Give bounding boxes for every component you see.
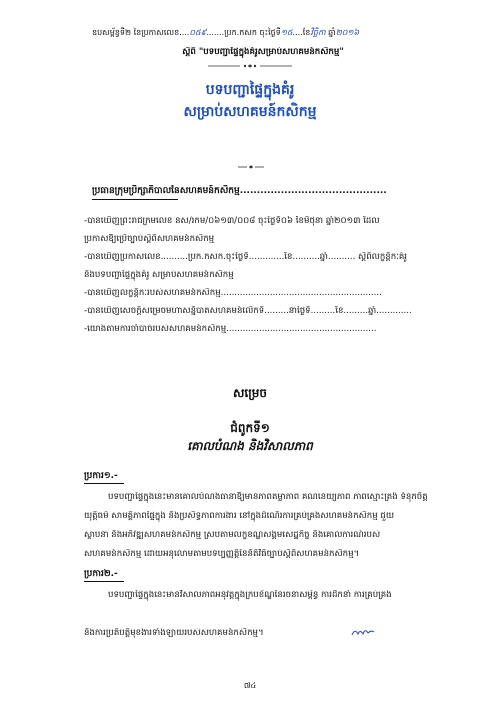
article-1-underline <box>84 483 124 484</box>
article-1-line-1: បទបញ្ជាផ្ទៃក្នុងនេះមានគោលបំណងធានាឱ្យមានភាពតម្លាភាព គណនេយ្យភាព ភាពស្មោះត្រង់ ទំនុកចិត្ត <box>108 492 428 502</box>
board-chair-label: ប្រធានក្រុមប្រឹក្សាភិបាលនៃសហគមន៍កសិកម្ម <box>92 186 240 196</box>
article-1-line-3: ស្ថាបនា និងអភិវឌ្ឍសហគមន៍កសិកម្ម ស្របតាមលក្ខខណ្ឌសង្គមសេដ្ឋកិច្ច និងគោលការណ៍របស់ <box>84 530 381 540</box>
preamble-line-3: -បានឃើញប្រកាសលេខ..........ប្រក.កសក.ចុះថ្ងៃទី.............ខែ..........ឆ្នាំ.......... ស្ដីពីលក្ខន្តិកៈគំរូ <box>84 252 408 262</box>
preamble-line-1: -បានឃើញព្រះរាជក្រមលេខ នស/រកម/០៦១៣/០០៨ ចុះថ្ងៃទី០៦ ខែមិថុនា ឆ្នាំ២០១៣ ដែល <box>84 216 380 226</box>
board-chair-dots: ........................................... <box>239 186 387 196</box>
handwritten-month: វិច្ឆិកា <box>310 28 326 37</box>
preamble-line-2: ប្រកាសឱ្យប្រើច្បាប់ស្ដីពីសហគមន៍កសិកម្ម <box>84 234 215 244</box>
small-ornament <box>236 163 266 171</box>
initials-signature-icon <box>350 626 376 638</box>
article-2-line-1: បទបញ្ជាផ្ទៃក្នុងនេះមានវិសាលភាពអនុវត្តក្នុងក្របខ័ណ្ឌនៃរចនាសម្ព័ន្ធ ការដឹកនាំ ការគ្រប់គ្រង <box>108 590 392 600</box>
article-2-underline <box>84 581 124 582</box>
decision-heading: សម្រេច <box>232 386 268 400</box>
ornament-divider <box>200 62 300 70</box>
annex-ref-month-label: ....ខែ <box>292 28 311 37</box>
article-1-label: ប្រការ១.- <box>84 471 118 481</box>
preamble-line-4: និងបទបញ្ជាផ្ទៃក្នុងគំរូ សម្រាប់សហគមន៍កសិកម្ម <box>84 270 234 280</box>
annex-ref-mid: .......ប្រក.កសក ចុះថ្ងៃទី <box>206 28 281 37</box>
article-2-line-2: និងការប្រតិបត្តិមុខងារទាំងឡាយរបស់សហគមន៍កសិកម្ម។ <box>84 628 264 638</box>
preamble-line-7: -យោងតាមការចាំបាច់របស់សហគមន៍កសិកម្ម....................................................... <box>84 324 377 334</box>
annex-ref-year-label: ឆ្នាំ <box>325 28 336 37</box>
annex-subject: ស្ដីពី "បទបញ្ជាផ្ទៃក្នុងគំរូសម្រាប់សហគមន៍កសិកម្ម" <box>182 47 344 57</box>
handwritten-year: ២០១៦ <box>335 28 360 37</box>
preamble-line-5: -បានឃើញលក្ខន្តិកៈរបស់សហគមន៍កសិកម្ម........................................................... <box>84 288 382 298</box>
article-1-line-4: សហគមន៍កសិកម្ម ដោយអនុលោមតាមបទប្បញ្ញត្តិនៃនីតិវិធីច្បាប់ស្ដីពីសហគមន៍កសិកម្ម។ <box>84 549 360 559</box>
board-label-underline <box>92 199 178 200</box>
board-chair-line <box>92 185 422 198</box>
document-title-line2: សម្រាប់សហគមន៍កសិកម្ម <box>183 104 317 120</box>
article-1-line-2: យុត្តិធម៌ សាមគ្គីភាពផ្ទៃក្នុង និងប្រសិទ្ធភាពការងារ នៅក្នុងដំណើរការគ្រប់គ្រងសហគមន៍កសិកម្ម ជួយ <box>84 511 395 521</box>
document-title-line1: បទបញ្ជាផ្ទៃក្នុងគំរូ <box>205 82 295 98</box>
annex-reference-line <box>92 27 422 39</box>
chapter-title: គោលបំណង និងវិសាលភាព <box>187 439 313 453</box>
preamble-line-6: -បានឃើញសេចក្ដីសម្រេចមហាសន្និបាតសហគមន៍លើកទី.........នាថ្ងៃទី.........ខែ.........ឆ្នាំ............. <box>84 306 412 316</box>
page-number: ៧៤ <box>243 681 257 690</box>
chapter-number: ជំពូកទី១ <box>230 421 270 435</box>
handwritten-day: ១៥ <box>280 28 293 37</box>
annex-ref-prefix: ឧបសម្ព័ន្ធទី២ នៃប្រកាសលេខ.... <box>92 28 190 37</box>
handwritten-ref-number: ០៥៩ <box>189 28 207 37</box>
article-2-label: ប្រការ២.- <box>84 569 118 579</box>
